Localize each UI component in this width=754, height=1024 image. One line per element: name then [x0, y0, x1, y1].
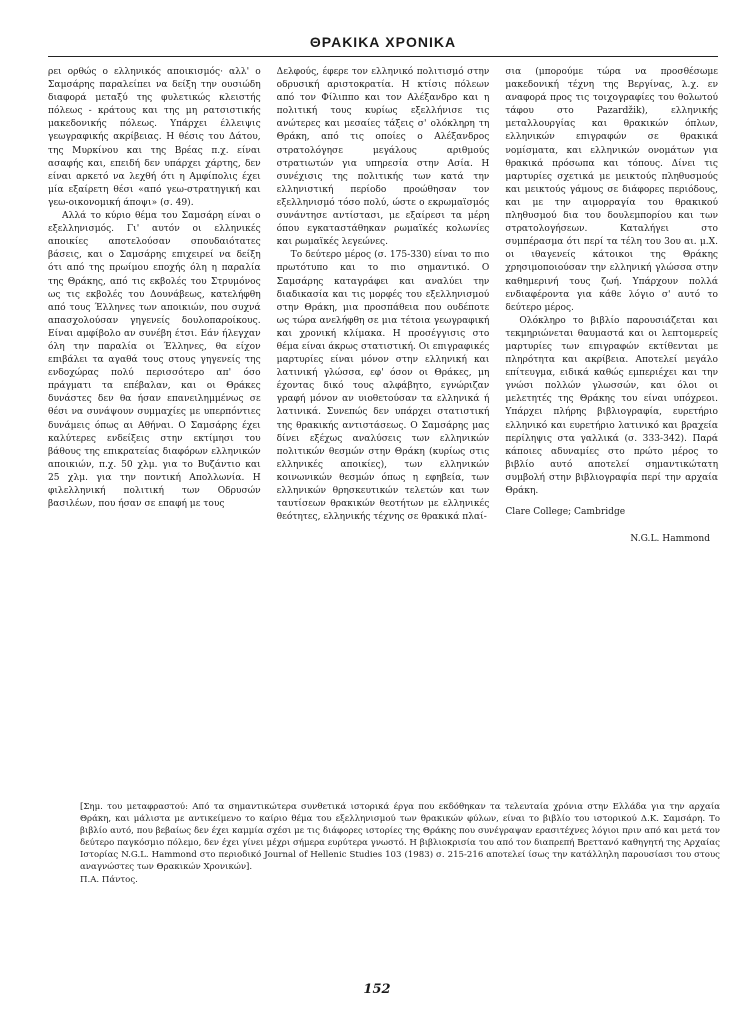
- author-signature: N.G.L. Hammond: [630, 534, 711, 545]
- column-1: [48, 66, 261, 566]
- translator-note-text: [Σημ. του μεταφραστού: Από τα σημαντικώτερα συνθετικά ιστορικά έργα που εκδόθηκαν τα τελευταία χρόνια στην Ελλάδα για την αρχαία Θράκη, και μάλιστα με αντικείμενο το καίριο θέμα του εξελληνισμού των θρακικών φύλων, είναι το βιβλίο του ιστορικού Δ.Κ. Σαμσάρη. Το βιβλίο αυτό, που βεβαίως δεν έχει καμμία σχέσι με τις διάφορες ιστορίες της Θράκης που συνέγραψαν ερασιτέχνες λόγιοι πριν από και μετά τον δεύτερο παγκόσμιο πόλεμο, δεν έχει γίνει μέχρι σήμερα ευρύτερα γνωστό. Η βιβλιοκρισία του από τον διαπρεπή Βρεττανό καθηγητή της Αρχαίας Ιστορίας N.G.L. Hammond στο περιοδικό Journal of Hellenic Studies 103 (1983) σ. 215-216 αποτελεί ίσως την κατάλληλη παρουσίασι του στους αναγνώστες των Θρακικών Χρονικών].: [80, 802, 720, 873]
- header-rule: [48, 56, 718, 57]
- translator-signature: Π.Α. Πάντος.: [80, 874, 138, 885]
- body-columns: [48, 66, 718, 566]
- paragraph: ρει ορθώς ο ελληνικός αποικισμός· αλλ' ο Σαμσάρης παραλείπει να δείξη την ουσιώδη διαφορά μεταξύ της φυλετικώς κλειστής πόλεως - κράτους και της μη ρατσιστικής μακεδονικής πόλεως. Υπάρχει έλλειψις γεωγραφικής ακρίβειας. Η θέσις του Δάτου, της Μυρκίνου και της Βρέας π.χ. είναι ασαφής και, επειδή δεν υπάρχει χάρτης, δεν είναι αρκετό να λεχθή ότι η Αμφίπολις έχει μία εξαίρετη θέσι «από γεω-στρατηγική και γεω-οικονομική άποψι» (σ. 49).: [48, 67, 261, 208]
- translator-note: [80, 801, 720, 886]
- paragraph: σια (μπορούμε τώρα να προσθέσωμε μακεδονική τέχνη της Βεργίνας, λ.χ. εν αναφορά προς τις τοιχογραφίες του θολωτού τάφου στο Pazardžik), ελληνικής μεταλλουργίας και θρακικών όπλων, ελληνικών επιγραφών σε θρακικά νομίσματα, και ελληνικών ονομάτων για θρακικά πρόσωπα και τόπους. Δίνει τις μαρτυρίες σχετικά με μεικτούς πληθυσμούς και μεικτούς γάμους σε διάφορες περιόδους, και με την αιμορραγία του θρακικού πληθυσμού δια του δουλεμπορίου και των στρατολογήσεων. Καταλήγει στο συμπέρασμα ότι περί τα τέλη του 3ου αι. μ.Χ. οι ιθαγενείς κάτοικοι της Θράκης χρησιμοποιούσαν την ελληνική γλώσσα στην καθημερινή τους ζωή. Υπάρχουν πολλά ενδιαφέροντα για κάθε λόγιο σ' αυτό το δεύτερο μέρος.: [505, 67, 719, 313]
- paragraph: Δελφούς, έφερε τον ελληνικό πολιτισμό στην οδρυσική αριστοκρατία. Η κτίσις πόλεων από τον Φίλιππο και τον Αλέξανδρο και η πολιτική τους κυρίως εξελλήνισε τις ανώτερες και μεσαίες τάξεις σ' ολόκληρη τη Θράκη, από τις οποίες ο Αλέξανδρος στρατολόγησε μεγάλους αριθμούς στρατιωτών για υπηρεσία στην Ασία. Η συνέχισις της πολιτικής των κατά την ελληνιστική περίοδο προώθησαν τον εξελληνισμό τόσο πολύ, ώστε ο εκρωμαϊσμός συνάντησε αντίστασι, με εξαίρεσι τα μέρη όπου εγκαταστάθηκαν ρωμαϊκές κολωνίες και ρωμαϊκές λεγεώνες.: [276, 67, 490, 248]
- paragraph: Αλλά το κύριο θέμα του Σαμσάρη είναι ο εξελληνισμός. Γι' αυτόν οι ελληνικές αποικίες αποτελούσαν σπουδαιότατες βάσεις, και ο Σαμσάρης επιχειρεί να δείξη ότι από της πρωίμου εποχής όλη η παραλία της Θράκης, από τις εκβολές του Στρυμόνος ως τις εκβολές του Δουνάβεως, κατελήφθη από τους Έλληνες των αποικιών, που συχνά απασχολούσαν γηγενείς δουλοπαροίκους. Είναι αμφίβολο αν συνέβη έτσι. Εάν ήλεγχαν όλη την παραλία οι Έλληνες, θα είχον επιβάλει τα αγαθά τους στους γηγενείς της ενδοχώρας πολύ περισσότερο απ' όσο πράγματι τα επέβαλαν, και οι Θράκες δυνάστες δεν θα ήσαν επανειλημμένως σε θέσι να συνάψουν συμμαχίες με υπερπόντιες δυνάμεις όπως αι Αθήναι. Ο Σαμσάρης έχει καλύτερες ενδείξεις στην εκτίμησι του βάθους της επικρατείας διαφόρων ελληνικών αποικιών, π.χ. 50 χλμ. για το Βυζάντιο και 25 χλμ. για την ποντική Απολλωνία. Η φιλελληνική πολιτική των Οδρυσών βασιλέων, που ήσαν σε επαφή με τους: [48, 211, 261, 510]
- column-3: [505, 66, 718, 566]
- affiliation: Clare College; Cambridge: [505, 507, 626, 518]
- paragraph: Το δεύτερο μέρος (σ. 175-330) είναι το πιο πρωτότυπο και το πιο σημαντικό. Ο Σαμσάρης καταγράφει και αναλύει την διαδικασία και τις μορφές του εξελληνισμού στην Θράκη, μια προσπάθεια που ουδέποτε ως τώρα ανελήφθη σε μια τέτοια γεωγραφική και χρονική κλίμακα. Η προσέγγισις στο θέμα είναι άκρως στατιστική. Οι επιγραφικές μαρτυρίες είναι μόνον στην ελληνική και λατινική γλώσσα, εφ' όσον οι Θράκες, μη έχοντας δικό τους αλφάβητο, εγνώριζαν γραφή μόνον αν υιοθετούσαν τα ελληνικά ή λατινικά. Συνεπώς δεν υπάρχει στατιστική της θρακικής αντιστάσεως. Ο Σαμσάρης μας δίνει εξέχως αναλύσεις των ελληνικών πολιτικών θεσμών στην Θράκη (κυρίως στις ελληνικές αποικίες), των ελληνικών κοινωνικών θεσμών όπως η εφηβεία, των ελληνικών θρησκευτικών τελετών και των ταυτίσεων θρακικών θεοτήτων με ελληνικές θεότητες, ελληνικής τέχνης σε θρακικά πλαί-: [276, 250, 490, 523]
- column-2: [277, 66, 490, 566]
- page-number: 152: [363, 982, 391, 997]
- paragraph: Ολόκληρο το βιβλίο παρουσιάζεται και τεκμηριώνεται θαυμαστά και οι λεπτομερείς μαρτυρίες των επιγραφών εκτίθενται με πληρότητα και ακρίβεια. Αποτελεί μεγάλο επίτευγμα, ειδικά καθώς εμπεριέχει και την γνώσι πολλών γλωσσών, και όλοι οι μελετητές της Θράκης του είναι υπόχρεοι. Υπάρχει πλήρης βιβλιογραφία, ευρετήριο ελληνικό και ευρετήριο λατινικό και βραχεία περίληψις στα γαλλικά (σ. 333-342). Παρά κάποιες αδυναμίες στο πρώτο μέρος το βιβλίο αυτό αποτελεί σημαντικώτατη συμβολή στην βιβλιογραφία περί την αρχαία Θράκη.: [505, 315, 719, 496]
- running-header: ΘΡΑΚΙΚΑ ΧΡΟΝΙΚΑ: [309, 34, 457, 50]
